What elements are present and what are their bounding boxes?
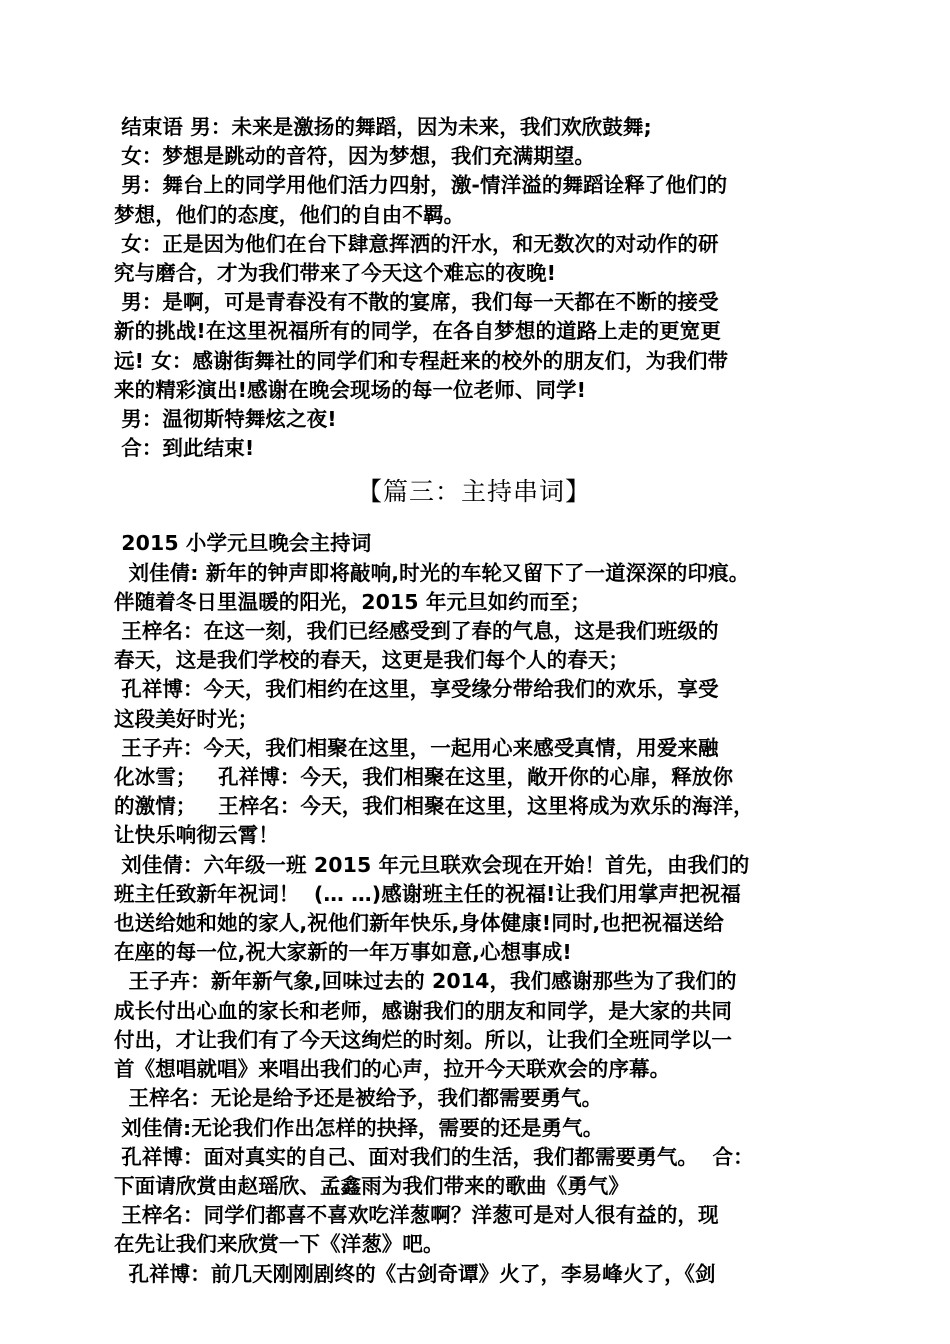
text-line: 合：到此结束! <box>114 436 255 461</box>
text-line: 这段美好时光； <box>114 706 259 731</box>
text-line: 伴随着冬日里温暖的阳光，2015 年元旦如约而至； <box>114 589 591 614</box>
text-line: 究与磨合，才为我们带来了今天这个难忘的夜晚! <box>114 261 557 286</box>
text-line: 的激情； 王梓名：今天，我们相聚在这里，这里将成为欢乐的海洋， <box>114 794 754 819</box>
text-line: 首《想唱就唱》来唱出我们的心声，拉开今天联欢会的序幕。 <box>114 1057 671 1082</box>
text-line: 王梓名：无论是给予还是被给予，我们都需要勇气。 <box>114 1086 603 1111</box>
text-line: 新的挑战!在这里祝福所有的同学，在各自梦想的道路上走的更宽更 <box>114 319 721 344</box>
text-line: 也送给她和她的家人,祝他们新年快乐,身体健康!同时,也把祝福送给 <box>114 911 724 936</box>
text-line: 结束语 男：未来是激扬的舞蹈，因为未来，我们欢欣鼓舞; <box>114 115 652 139</box>
text-line: 王梓名：同学们都喜不喜欢吃洋葱啊？洋葱可是对人很有益的，现 <box>114 1203 719 1228</box>
host-script-section <box>114 529 840 1288</box>
text-line: 男：是啊，可是青春没有不散的宴席，我们每一天都在不断的接受 <box>114 290 719 315</box>
text-line: 下面请欣赏由赵瑶欣、孟鑫雨为我们带来的歌曲《勇气》 <box>114 1173 629 1198</box>
text-line: 化冰雪； 孔祥博：今天，我们相聚在这里，敞开你的心扉，释放你 <box>114 765 734 790</box>
text-line: 孔祥博：面对真实的自己、面对我们的生活，我们都需要勇气。 合： <box>114 1144 754 1169</box>
text-line: 刘佳倩:无论我们作出怎样的抉择，需要的还是勇气。 <box>114 1115 604 1140</box>
text-line: 王梓名：在这一刻，我们已经感受到了春的气息，这是我们班级的 <box>114 619 719 644</box>
text-line: 王子卉：今天，我们相聚在这里，一起用心来感受真情，用爱来融 <box>114 735 719 760</box>
text-line: 班主任致新年祝词！ (… …)感谢班主任的祝福!让我们用掌声把祝福 <box>114 881 741 906</box>
text-line: 刘佳倩: 新年的钟声即将敲响,时光的车轮又留下了一道深深的印痕。 <box>114 560 750 585</box>
text-line: 女：正是因为他们在台下肆意挥洒的汗水，和无数次的对动作的研 <box>114 231 719 256</box>
text-line: 男：舞台上的同学用他们活力四射，激-情洋溢的舞蹈诠释了他们的 <box>114 173 728 198</box>
text-line: 刘佳倩：六年级一班 2015 年元旦联欢会现在开始！首先，由我们的 <box>114 852 750 877</box>
text-line: 在先让我们来欣赏一下《洋葱》吧。 <box>114 1232 444 1257</box>
script-title: 2015 小学元旦晚会主持词 <box>114 531 372 556</box>
text-line: 成长付出心血的家长和老师，感谢我们的朋友和同学，是大家的共同 <box>114 998 732 1023</box>
text-line: 在座的每一位,祝大家新的一年万事如意,心想事成! <box>114 940 572 965</box>
section-heading: 【篇三：主持串词】 <box>356 477 591 507</box>
text-line: 春天，这是我们学校的春天，这更是我们每个人的春天； <box>114 648 629 673</box>
text-line: 男：温彻斯特舞炫之夜! <box>114 407 337 432</box>
text-line: 来的精彩演出!感谢在晚会现场的每一位老师、同学! <box>114 377 587 402</box>
text-line: 女：梦想是跳动的音符，因为梦想，我们充满期望。 <box>114 144 596 169</box>
text-line: 王子卉：新年新气象,回味过去的 2014，我们感谢那些为了我们的 <box>114 969 737 994</box>
text-line: 孔祥博：今天，我们相约在这里，享受缘分带给我们的欢乐，享受 <box>114 677 719 702</box>
text-line: 梦想，他们的态度，他们的自由不羁。 <box>114 202 465 227</box>
text-line: 让快乐响彻云霄！ <box>114 823 279 848</box>
text-line: 付出，才让我们有了今天这绚烂的时刻。所以，让我们全班同学以一 <box>114 1027 732 1052</box>
text-line: 孔祥博：前几天刚刚剧终的《古剑奇谭》火了，李易峰火了，《剑 <box>114 1261 716 1286</box>
closing-remarks-section <box>114 113 840 463</box>
text-line: 远! 女：感谢街舞社的同学们和专程赶来的校外的朋友们，为我们带 <box>114 348 729 373</box>
